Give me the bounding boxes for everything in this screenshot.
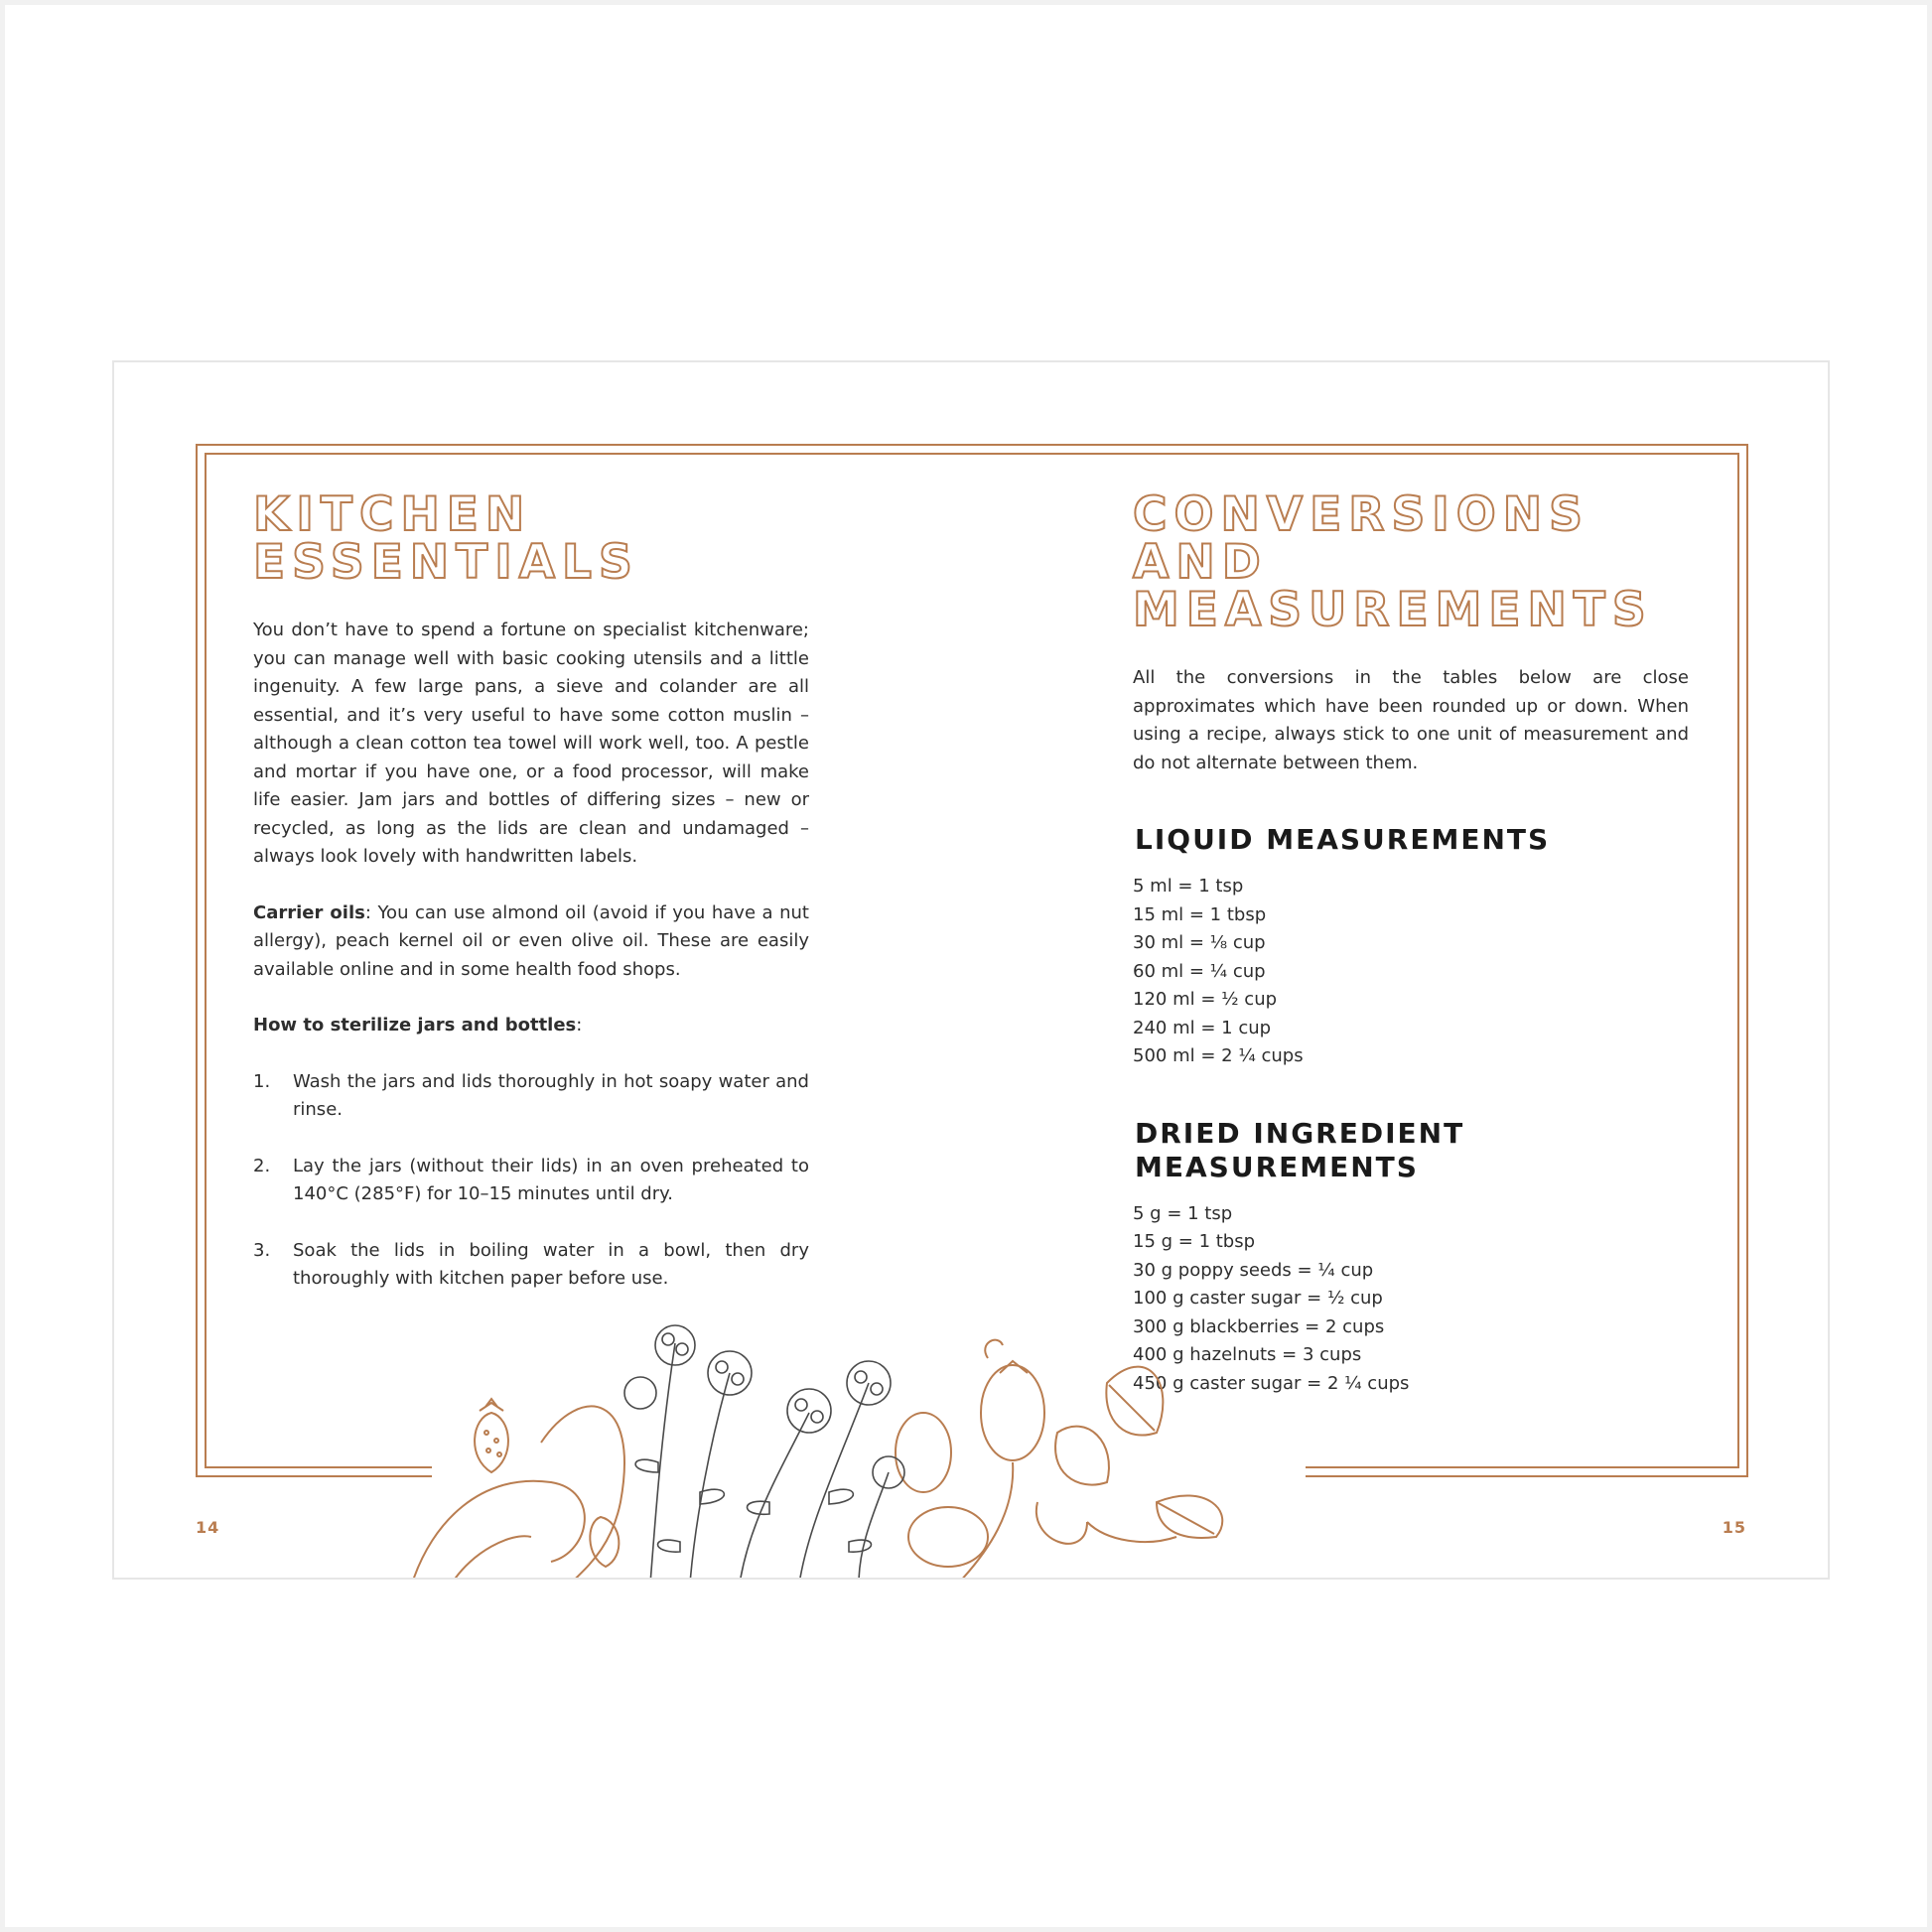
botanical-illustration [392,1323,1445,1580]
title-line-2: MEASUREMENTS [1133,583,1653,637]
carrier-oils-text: : You can use almond oil (avoid if you have a nut allergy), peach kernel oil or even olive oil. These are easily available online and in some health food shops. [253,901,809,980]
list-item [253,1237,809,1294]
step-number: 3. [253,1239,271,1261]
liquid-measurements-heading: LIQUID MEASUREMENTS [1135,823,1551,856]
list-item: 100 g caster sugar = ½ cup [1133,1288,1383,1309]
conversions-title [1133,487,1689,637]
list-item [253,1153,809,1209]
list-item: 240 ml = 1 cup [1133,1017,1272,1038]
list-item: 15 g = 1 tbsp [1133,1231,1256,1252]
list-item: 500 ml = 2 ¼ cups [1133,1045,1304,1066]
heading-line-1: DRIED INGREDIENT [1135,1116,1465,1150]
step-text: Soak the lids in boiling water in a bowl, then dry thoroughly with kitchen paper before use. [293,1239,809,1289]
page-number-left: 14 [196,1518,220,1537]
list-item: 400 g hazelnuts = 3 cups [1133,1344,1362,1365]
carrier-oils-paragraph [253,899,809,985]
step-text: Wash the jars and lids thoroughly in hot soapy water and rinse. [293,1070,809,1120]
kitchen-essentials-title [253,487,809,590]
list-item [253,1068,809,1125]
list-item: 5 g = 1 tsp [1133,1202,1233,1224]
right-page [1133,487,1689,1398]
sterilize-label: How to sterilize jars and bottles [253,1015,577,1035]
conversions-intro: All the conversions in the tables below are close approximates which have been rounded up or down. When using a recipe, always stick to one unit of measurement and do not alternate between them. [1133,667,1689,773]
page-number-right: 15 [1722,1518,1746,1537]
sterilize-colon: : [576,1015,583,1035]
left-page [253,487,809,1321]
list-item: 5 ml = 1 tsp [1133,876,1244,897]
title-line-1: CONVERSIONS AND [1133,487,1589,590]
step-text: Lay the jars (without their lids) in an oven preheated to 140°C (285°F) for 10–15 minutes until dry. [293,1155,809,1204]
dried-measurements-heading [1135,1117,1689,1184]
list-item: 300 g blackberries = 2 cups [1133,1315,1385,1337]
title-line-2: ESSENTIALS [253,535,639,590]
intro-paragraph: You don’t have to spend a fortune on specialist kitchenware; you can manage well with basic cooking utensils and a little ingenuity. A few large pans, a sieve and colander are all essential, and it’s very useful to have some cotton muslin – although a clean cotton tea towel will work well, too. A pestle and mortar if you have one, or a food processor, will make life easier. Jam jars and bottles of differing sizes – new or recycled, as long as the lids are clean and undamaged – always look lovely with handwritten labels. [253,620,809,867]
liquid-measurements-list [1133,873,1689,1071]
sterilize-heading [253,1012,809,1040]
sterilize-steps [253,1068,809,1294]
step-number: 1. [253,1070,271,1092]
list-item: 15 ml = 1 tbsp [1133,903,1267,925]
book-spread [112,360,1830,1580]
list-item: 450 g caster sugar = 2 ¼ cups [1133,1372,1410,1394]
list-item: 30 ml = ⅛ cup [1133,932,1266,953]
carrier-oils-label: Carrier oils [253,901,365,923]
list-item: 30 g poppy seeds = ¼ cup [1133,1259,1374,1281]
step-number: 2. [253,1155,271,1176]
title-line-1: KITCHEN [253,487,532,542]
list-item: 120 ml = ½ cup [1133,989,1278,1010]
heading-line-2: MEASUREMENTS [1135,1150,1419,1183]
canvas [5,5,1927,1927]
list-item: 60 ml = ¼ cup [1133,960,1266,982]
